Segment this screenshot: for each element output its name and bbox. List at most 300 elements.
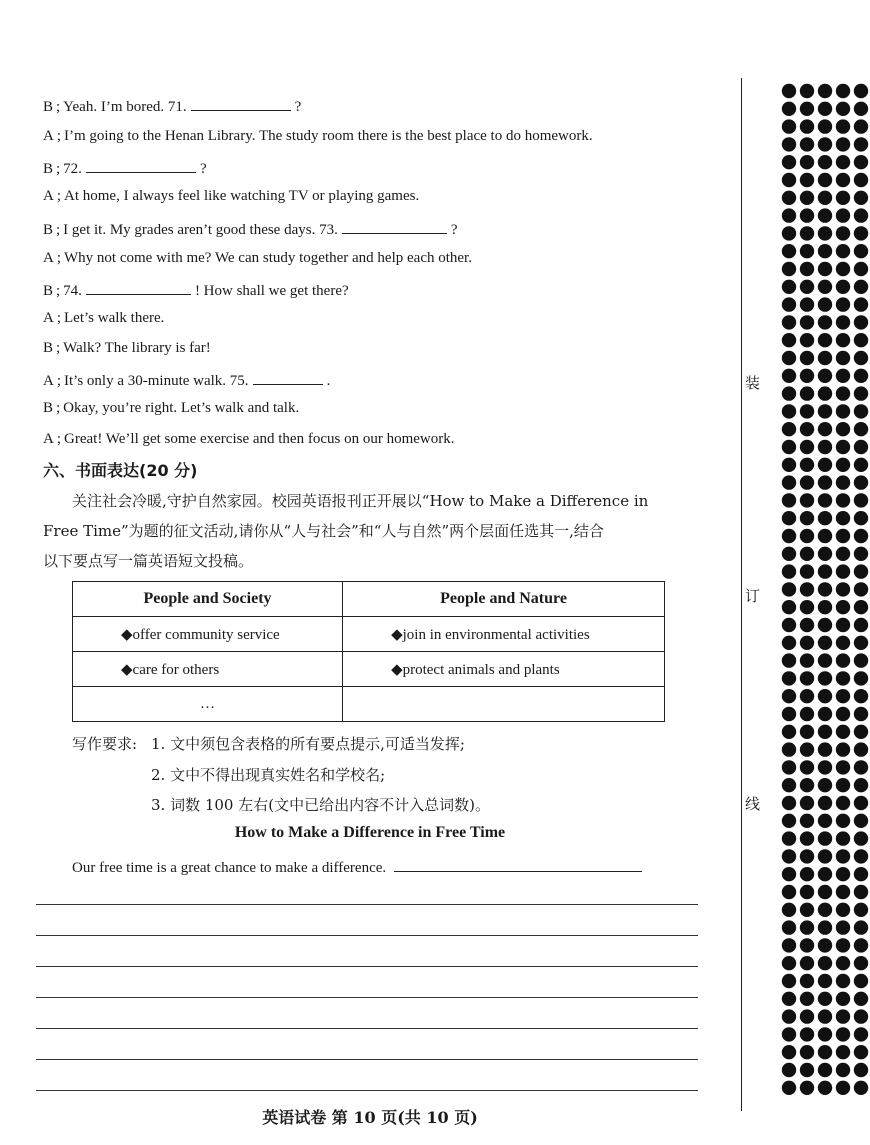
binding-dot xyxy=(818,173,832,187)
dialogue-text: A ; It’s only a 30-minute walk. 75. xyxy=(43,373,249,389)
binding-dot xyxy=(782,119,796,133)
binding-dot xyxy=(836,280,850,294)
binding-dot xyxy=(836,137,850,151)
binding-dot xyxy=(854,529,868,543)
binding-dot xyxy=(854,618,868,632)
binding-dot xyxy=(782,903,796,917)
binding-dot xyxy=(782,155,796,169)
binding-dot xyxy=(836,849,850,863)
binding-dot xyxy=(800,653,814,667)
binding-dot xyxy=(836,867,850,881)
binding-dot xyxy=(800,155,814,169)
binding-dot xyxy=(782,547,796,561)
binding-dot xyxy=(836,689,850,703)
binding-dot xyxy=(800,333,814,347)
table-header-nature: People and Nature xyxy=(343,582,665,617)
binding-dot xyxy=(818,582,832,596)
binding-dot xyxy=(800,369,814,383)
binding-dot xyxy=(818,119,832,133)
dialogue-text: B ; I get it. My grades aren’t good these days. 73. xyxy=(43,222,338,238)
binding-dot xyxy=(800,547,814,561)
binding-dot xyxy=(836,600,850,614)
writing-line[interactable] xyxy=(36,1090,698,1091)
binding-dot xyxy=(818,226,832,240)
binding-dot xyxy=(818,671,832,685)
binding-dot xyxy=(818,814,832,828)
writing-line[interactable] xyxy=(36,904,698,905)
answer-blank[interactable] xyxy=(253,370,323,385)
binding-dot xyxy=(854,600,868,614)
binding-dot xyxy=(800,636,814,650)
binding-dot xyxy=(836,440,850,454)
essay-opening xyxy=(72,857,642,877)
binding-dot xyxy=(818,992,832,1006)
binding-dot xyxy=(818,956,832,970)
binding-dot xyxy=(854,404,868,418)
prompt-line-1: 关注社会冷暖,守护自然家园。校园英语报刊正开展以“How to Make a Difference in xyxy=(72,492,649,510)
binding-dot xyxy=(854,244,868,258)
binding-dot xyxy=(818,351,832,365)
table-cell xyxy=(343,687,665,722)
binding-dot xyxy=(782,458,796,472)
binding-dot xyxy=(818,760,832,774)
binding-dot xyxy=(854,173,868,187)
binding-dot xyxy=(782,1081,796,1095)
binding-dot xyxy=(854,653,868,667)
binding-dot xyxy=(854,938,868,952)
binding-dot xyxy=(782,440,796,454)
binding-dot xyxy=(836,564,850,578)
requirements-label: 写作要求: xyxy=(72,735,138,753)
binding-dot xyxy=(836,262,850,276)
binding-dot xyxy=(782,529,796,543)
binding-dot xyxy=(818,903,832,917)
binding-dot xyxy=(854,422,868,436)
binding-char-ding: 订 xyxy=(745,587,761,605)
binding-dot xyxy=(782,618,796,632)
binding-dot xyxy=(782,653,796,667)
binding-dot xyxy=(800,671,814,685)
binding-dot xyxy=(854,102,868,116)
binding-dot xyxy=(854,511,868,525)
dialogue-text: B ; Walk? The library is far! xyxy=(43,340,211,356)
prompt-line-2: Free Time”为题的征文活动,请你从“人与社会”和“人与自然”两个层面任选其一,结合 xyxy=(43,522,604,540)
dialogue-line xyxy=(43,250,472,267)
binding-dot xyxy=(800,956,814,970)
binding-dot xyxy=(800,173,814,187)
binding-dot xyxy=(818,564,832,578)
binding-dot xyxy=(818,653,832,667)
binding-dot xyxy=(818,280,832,294)
binding-dot xyxy=(818,422,832,436)
binding-dot xyxy=(800,867,814,881)
dialogue-text: A ; Why not come with me? We can study together and help each other. xyxy=(43,250,472,266)
binding-dot xyxy=(818,618,832,632)
binding-dot xyxy=(836,297,850,311)
binding-char-xian: 线 xyxy=(745,795,761,813)
binding-dot xyxy=(836,920,850,934)
writing-blank[interactable] xyxy=(394,857,642,872)
binding-dot xyxy=(836,956,850,970)
binding-dot xyxy=(782,1027,796,1041)
binding-dot xyxy=(800,511,814,525)
binding-dot xyxy=(818,1027,832,1041)
binding-dot xyxy=(782,778,796,792)
binding-dot xyxy=(782,760,796,774)
binding-dot xyxy=(782,493,796,507)
binding-dot xyxy=(782,475,796,489)
binding-dot xyxy=(782,173,796,187)
binding-dot xyxy=(800,600,814,614)
binding-dot xyxy=(836,1027,850,1041)
binding-dot xyxy=(800,618,814,632)
binding-dot xyxy=(836,511,850,525)
table-row xyxy=(73,652,665,687)
binding-dot xyxy=(818,742,832,756)
binding-dot xyxy=(854,440,868,454)
binding-dot xyxy=(836,84,850,98)
page-footer: 英语试卷 第 10 页(共 10 页) xyxy=(262,1108,478,1127)
dialogue-line xyxy=(43,280,349,300)
binding-dot xyxy=(818,778,832,792)
binding-dot xyxy=(782,992,796,1006)
answer-blank[interactable] xyxy=(86,158,196,173)
binding-dot xyxy=(782,742,796,756)
binding-dot xyxy=(818,386,832,400)
binding-dot xyxy=(836,653,850,667)
binding-dot xyxy=(836,938,850,952)
binding-dot xyxy=(836,244,850,258)
binding-dot xyxy=(818,938,832,952)
binding-dot xyxy=(818,1045,832,1059)
binding-dot xyxy=(818,137,832,151)
binding-dot xyxy=(836,333,850,347)
binding-dot xyxy=(836,992,850,1006)
binding-dot xyxy=(782,1045,796,1059)
dialogue-text: A ; Let’s walk there. xyxy=(43,310,165,326)
binding-dot xyxy=(782,315,796,329)
binding-dot xyxy=(854,84,868,98)
binding-dot xyxy=(818,84,832,98)
binding-dot xyxy=(800,262,814,276)
binding-dot xyxy=(854,760,868,774)
binding-dot xyxy=(818,440,832,454)
writing-line[interactable] xyxy=(36,1028,698,1029)
binding-dot xyxy=(818,511,832,525)
binding-dot xyxy=(782,814,796,828)
answer-blank[interactable] xyxy=(191,96,291,111)
binding-dot xyxy=(854,262,868,276)
binding-dot xyxy=(818,297,832,311)
binding-dot xyxy=(854,867,868,881)
essay-opening-text: Our free time is a great chance to make a difference. xyxy=(72,860,387,876)
binding-dot xyxy=(854,671,868,685)
binding-dot xyxy=(818,547,832,561)
binding-dot xyxy=(836,369,850,383)
writing-line[interactable] xyxy=(36,935,698,936)
binding-dot xyxy=(854,333,868,347)
table-header-society: People and Society xyxy=(73,582,343,617)
binding-dot xyxy=(800,707,814,721)
binding-dot xyxy=(854,315,868,329)
binding-dot xyxy=(818,867,832,881)
table-cell: ◆protect animals and plants xyxy=(343,652,665,687)
section-title: 六、书面表达(20 分) xyxy=(43,461,198,480)
binding-dot xyxy=(854,208,868,222)
binding-dot xyxy=(782,725,796,739)
binding-dot xyxy=(800,458,814,472)
binding-dot xyxy=(836,814,850,828)
binding-dot xyxy=(836,315,850,329)
binding-dot xyxy=(782,938,796,952)
binding-dot xyxy=(854,547,868,561)
binding-dot xyxy=(836,760,850,774)
binding-dot xyxy=(818,920,832,934)
binding-dot xyxy=(818,600,832,614)
binding-dot xyxy=(800,440,814,454)
binding-dot xyxy=(818,493,832,507)
binding-dot xyxy=(836,618,850,632)
binding-dot xyxy=(836,208,850,222)
binding-dot xyxy=(800,796,814,810)
binding-dot xyxy=(818,849,832,863)
binding-dot xyxy=(854,831,868,845)
binding-dot xyxy=(836,742,850,756)
binding-dot xyxy=(836,102,850,116)
binding-dot xyxy=(818,885,832,899)
binding-dot xyxy=(800,191,814,205)
binding-dot xyxy=(800,974,814,988)
binding-dot xyxy=(800,351,814,365)
binding-dot xyxy=(782,244,796,258)
binding-dot xyxy=(836,226,850,240)
binding-dot xyxy=(818,404,832,418)
table-cell: ◆offer community service xyxy=(73,617,343,652)
binding-dot xyxy=(818,262,832,276)
binding-dot xyxy=(854,849,868,863)
binding-dot xyxy=(854,582,868,596)
table-cell: … xyxy=(73,687,343,722)
binding-dot xyxy=(782,564,796,578)
binding-dot xyxy=(854,564,868,578)
binding-dot xyxy=(854,493,868,507)
binding-dot xyxy=(800,778,814,792)
binding-dot xyxy=(800,849,814,863)
binding-dot xyxy=(800,903,814,917)
binding-dot xyxy=(854,155,868,169)
answer-blank[interactable] xyxy=(342,219,447,234)
binding-dot xyxy=(782,796,796,810)
binding-dot xyxy=(854,280,868,294)
binding-dot xyxy=(782,600,796,614)
dialogue-text: B ; Okay, you’re right. Let’s walk and talk. xyxy=(43,400,300,416)
binding-dot xyxy=(854,992,868,1006)
binding-dot xyxy=(836,707,850,721)
binding-dot xyxy=(800,386,814,400)
binding-dot xyxy=(800,920,814,934)
binding-dot xyxy=(836,1045,850,1059)
binding-dot xyxy=(818,689,832,703)
binding-dot xyxy=(818,208,832,222)
binding-dot xyxy=(836,1009,850,1023)
binding-dot xyxy=(818,244,832,258)
binding-dot xyxy=(854,351,868,365)
binding-dot xyxy=(818,1009,832,1023)
binding-dot xyxy=(836,582,850,596)
binding-dot xyxy=(836,475,850,489)
table-row xyxy=(73,687,665,722)
dialogue-line xyxy=(43,340,211,357)
binding-dot xyxy=(782,974,796,988)
binding-dot xyxy=(854,1081,868,1095)
binding-dot xyxy=(836,974,850,988)
binding-dot xyxy=(818,191,832,205)
binding-dot xyxy=(782,956,796,970)
binding-dot xyxy=(836,547,850,561)
binding-dot xyxy=(800,689,814,703)
binding-dot xyxy=(800,280,814,294)
binding-line xyxy=(741,78,742,1111)
binding-dot xyxy=(800,760,814,774)
binding-dot xyxy=(854,920,868,934)
dialogue-line xyxy=(43,370,330,390)
binding-dot xyxy=(782,191,796,205)
binding-dot xyxy=(800,1081,814,1095)
binding-dot xyxy=(818,636,832,650)
binding-dot xyxy=(836,191,850,205)
dialogue-line xyxy=(43,400,299,417)
binding-dot xyxy=(818,458,832,472)
dialogue-text: B ; Yeah. I’m bored. 71. xyxy=(43,99,187,115)
binding-dot xyxy=(782,849,796,863)
binding-dot xyxy=(782,84,796,98)
dialogue-line xyxy=(43,188,419,205)
table-row xyxy=(73,617,665,652)
binding-dot xyxy=(800,475,814,489)
binding-dot xyxy=(782,386,796,400)
binding-dot xyxy=(800,1027,814,1041)
binding-dot xyxy=(800,831,814,845)
binding-dot xyxy=(836,119,850,133)
writing-line[interactable] xyxy=(36,997,698,998)
binding-dot xyxy=(800,582,814,596)
binding-dot xyxy=(800,119,814,133)
table-cell: ◆join in environmental activities xyxy=(343,617,665,652)
binding-dot xyxy=(836,529,850,543)
binding-dot xyxy=(800,315,814,329)
binding-dot xyxy=(800,297,814,311)
binding-dot xyxy=(836,422,850,436)
binding-dot xyxy=(854,974,868,988)
binding-dot xyxy=(782,102,796,116)
binding-dot xyxy=(800,529,814,543)
binding-dot xyxy=(836,885,850,899)
binding-dot xyxy=(800,992,814,1006)
binding-dot xyxy=(836,796,850,810)
binding-dot xyxy=(854,1063,868,1077)
binding-dot xyxy=(782,867,796,881)
binding-dot xyxy=(782,1009,796,1023)
binding-dot xyxy=(854,796,868,810)
binding-dot xyxy=(818,831,832,845)
binding-dot xyxy=(854,297,868,311)
binding-dot xyxy=(782,920,796,934)
binding-dot xyxy=(854,725,868,739)
writing-line[interactable] xyxy=(36,966,698,967)
binding-dot xyxy=(782,297,796,311)
binding-dot xyxy=(854,386,868,400)
binding-dot xyxy=(800,742,814,756)
binding-dot xyxy=(782,262,796,276)
binding-dot xyxy=(836,173,850,187)
dialogue-text: ! How shall we get there? xyxy=(194,283,349,299)
dialogue-text: ? xyxy=(450,222,458,238)
answer-blank[interactable] xyxy=(86,280,191,295)
binding-dot xyxy=(800,885,814,899)
binding-dot xyxy=(854,814,868,828)
binding-dot xyxy=(818,333,832,347)
binding-dot xyxy=(782,208,796,222)
binding-dot xyxy=(854,636,868,650)
binding-dot xyxy=(800,564,814,578)
binding-dot xyxy=(782,1063,796,1077)
binding-dot xyxy=(836,725,850,739)
dialogue-line xyxy=(43,431,454,448)
dot-pattern xyxy=(780,80,870,1110)
dialogue-line xyxy=(43,158,207,178)
requirement-item: 3. 词数 100 左右(文中已给出内容不计入总词数)。 xyxy=(151,796,490,814)
binding-dot xyxy=(800,404,814,418)
dialogue-line xyxy=(43,219,458,239)
writing-line[interactable] xyxy=(36,1059,698,1060)
binding-dot xyxy=(854,707,868,721)
binding-dot xyxy=(818,796,832,810)
binding-dot xyxy=(836,831,850,845)
binding-dot xyxy=(836,778,850,792)
binding-dot xyxy=(800,84,814,98)
binding-dot xyxy=(800,226,814,240)
binding-dot xyxy=(800,1009,814,1023)
binding-dot xyxy=(836,386,850,400)
binding-dot xyxy=(836,493,850,507)
binding-char-zhuang: 装 xyxy=(745,374,761,392)
binding-dot xyxy=(854,885,868,899)
binding-dot xyxy=(782,885,796,899)
binding-dot xyxy=(818,529,832,543)
binding-dot xyxy=(800,208,814,222)
binding-dot xyxy=(800,938,814,952)
binding-dot xyxy=(782,351,796,365)
prompt-line-3: 以下要点写一篇英语短文投稿。 xyxy=(43,552,254,570)
binding-dot xyxy=(836,458,850,472)
binding-dot xyxy=(854,458,868,472)
binding-dot xyxy=(782,333,796,347)
essay-title: How to Make a Difference in Free Time xyxy=(234,824,506,841)
binding-dot xyxy=(800,102,814,116)
binding-dot xyxy=(800,1045,814,1059)
binding-dot xyxy=(782,511,796,525)
binding-dot xyxy=(782,280,796,294)
binding-dot xyxy=(782,422,796,436)
dialogue-line xyxy=(43,128,593,145)
key-points-table xyxy=(72,581,665,722)
dialogue-text: A ; At home, I always feel like watching TV or playing games. xyxy=(43,188,420,204)
binding-dot xyxy=(800,137,814,151)
binding-dot xyxy=(782,369,796,383)
binding-dot xyxy=(836,155,850,169)
binding-dot xyxy=(800,244,814,258)
binding-dot xyxy=(854,778,868,792)
